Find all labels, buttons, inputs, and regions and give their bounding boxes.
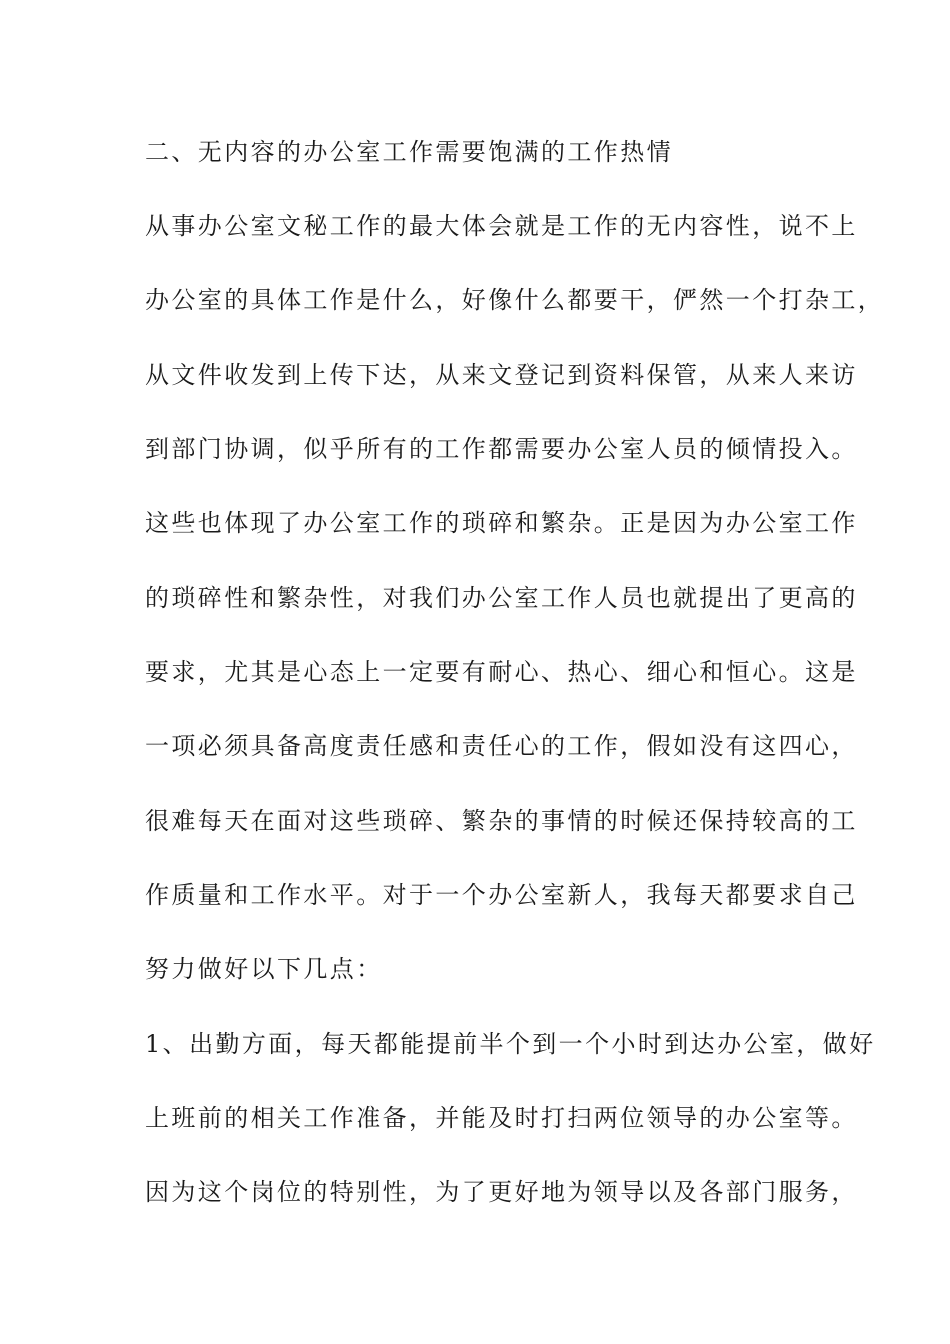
body-line: 办公室的具体工作是什么，好像什么都要干，俨然一个打杂工， [145,286,885,314]
body-line: 很难每天在面对这些琐碎、繁杂的事情的时候还保持较高的工 [145,807,858,835]
section-heading: 二、无内容的办公室工作需要饱满的工作热情 [145,138,673,166]
body-line: 一项必须具备高度责任感和责任心的工作，假如没有这四心， [145,732,858,760]
body-line: 从事办公室文秘工作的最大体会就是工作的无内容性，说不上 [145,212,858,240]
body-line: 这些也体现了办公室工作的琐碎和繁杂。正是因为办公室工作 [145,509,858,537]
body-line: 因为这个岗位的特别性，为了更好地为领导以及各部门服务， [145,1178,858,1206]
body-line: 从文件收发到上传下达，从来文登记到资料保管，从来人来访 [145,361,858,389]
body-line: 的琐碎性和繁杂性，对我们办公室工作人员也就提出了更高的 [145,584,858,612]
body-line: 努力做好以下几点： [145,955,383,983]
body-line: 上班前的相关工作准备，并能及时打扫两位领导的办公室等。 [145,1104,858,1132]
body-line: 1、出勤方面，每天都能提前半个到一个小时到达办公室，做好 [145,1030,876,1058]
body-line: 到部门协调，似乎所有的工作都需要办公室人员的倾情投入。 [145,435,858,463]
body-line: 作质量和工作水平。对于一个办公室新人，我每天都要求自己 [145,881,858,909]
body-line: 要求，尤其是心态上一定要有耐心、热心、细心和恒心。这是 [145,658,858,686]
